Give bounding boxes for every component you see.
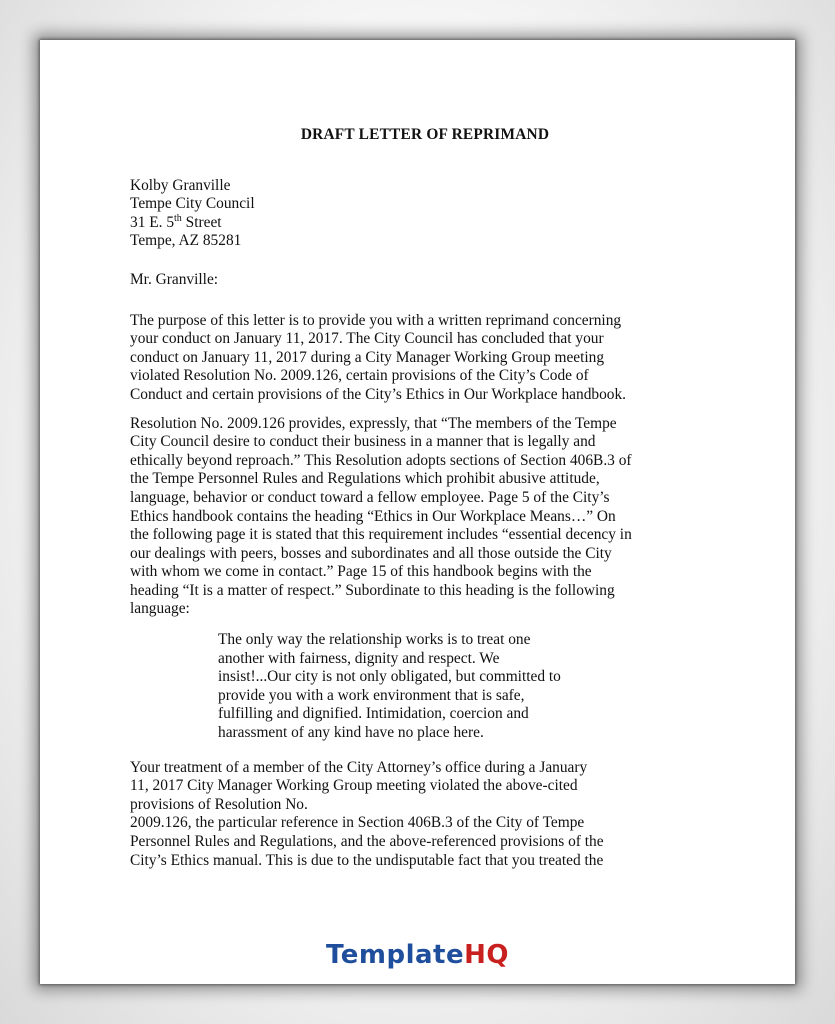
recipient-city: Tempe, AZ 85281 <box>130 232 242 250</box>
recipient-address <box>130 177 720 251</box>
logo-text-hq: HQ <box>464 940 509 970</box>
quote-line: fulfilling and dignified. Intimidation, coercion and <box>218 705 529 723</box>
paragraph-line: 11, 2017 City Manager Working Group meeting violated the above-cited <box>130 777 578 795</box>
street-ordinal: th <box>174 212 182 224</box>
document-page <box>40 40 795 984</box>
paragraph-line: City Council desire to conduct their business in a manner that is legally and <box>130 433 596 451</box>
letter-title: DRAFT LETTER OF REPRIMAND <box>300 126 550 143</box>
quote-line: provide you with a work environment that is safe, <box>218 686 525 704</box>
paragraph-3 <box>130 759 720 871</box>
block-quote <box>218 631 720 743</box>
paragraph-line: heading “It is a matter of respect.” Subordinate to this heading is the following <box>130 581 615 599</box>
paragraph-line: language, behavior or conduct toward a fellow employee. Page 5 of the City’s <box>130 488 610 506</box>
paragraph-line: our dealings with peers, bosses and subordinates and all those outside the City <box>130 544 612 562</box>
paragraph-line: Personnel Rules and Regulations, and the above-referenced provisions of the <box>130 833 604 850</box>
paragraph-line: Your treatment of a member of the City Attorney’s office during a January <box>130 758 588 776</box>
quote-line: insist!...Our city is not only obligated, but committed to <box>218 668 561 686</box>
recipient-organization: Tempe City Council <box>130 195 255 213</box>
paragraph-line: the following page it is stated that this requirement includes “essential decency in <box>130 526 632 544</box>
paragraph-line: provisions of Resolution No. <box>130 795 308 813</box>
street-name: Street <box>181 213 222 231</box>
paragraph-line: with whom we come in contact.” Page 15 of this handbook begins with the <box>130 563 592 581</box>
recipient-street <box>130 214 720 233</box>
templatehq-logo <box>40 940 795 970</box>
quote-line: The only way the relationship works is to treat one <box>218 631 531 649</box>
paragraph-line: City’s Ethics manual. This is due to the undisputable fact that you treated the <box>130 851 604 869</box>
paragraph-line: The purpose of this letter is to provide you with a written reprimand concerning <box>130 311 622 329</box>
paragraph-line: the Tempe Personnel Rules and Regulations which prohibit abusive attitude, <box>130 470 600 488</box>
paragraph-line: Conduct and certain provisions of the City’s Ethics in Our Workplace handbook. <box>130 385 627 403</box>
paragraph-line: your conduct on January 11, 2017. The City Council has concluded that your <box>130 330 604 348</box>
logo-text-template: Template <box>325 940 465 970</box>
letter-body <box>130 126 720 880</box>
paragraph-line: conduct on January 11, 2017 during a City Manager Working Group meeting <box>130 348 605 366</box>
paragraph-2 <box>130 415 720 620</box>
street-number: 31 E. 5 <box>130 213 175 231</box>
paragraph-line: Ethics handbook contains the heading “Ethics in Our Workplace Means…” On <box>130 507 616 525</box>
quote-line: another with fairness, dignity and respect. We <box>218 649 500 667</box>
paragraph-line: 2009.126, the particular reference in Section 406B.3 of the City of Tempe <box>130 814 585 832</box>
salutation: Mr. Granville: <box>130 270 219 288</box>
paragraph-line: Resolution No. 2009.126 provides, expressly, that “The members of the Tempe <box>130 414 617 432</box>
paragraph-line: ethically beyond reproach.” This Resolution adopts sections of Section 406B.3 of <box>130 451 632 469</box>
paragraph-1 <box>130 312 720 405</box>
quote-line: harassment of any kind have no place here. <box>218 724 484 742</box>
paragraph-line: language: <box>130 600 190 618</box>
recipient-name: Kolby Granville <box>130 176 231 194</box>
paragraph-line: violated Resolution No. 2009.126, certain provisions of the City’s Code of <box>130 367 589 385</box>
